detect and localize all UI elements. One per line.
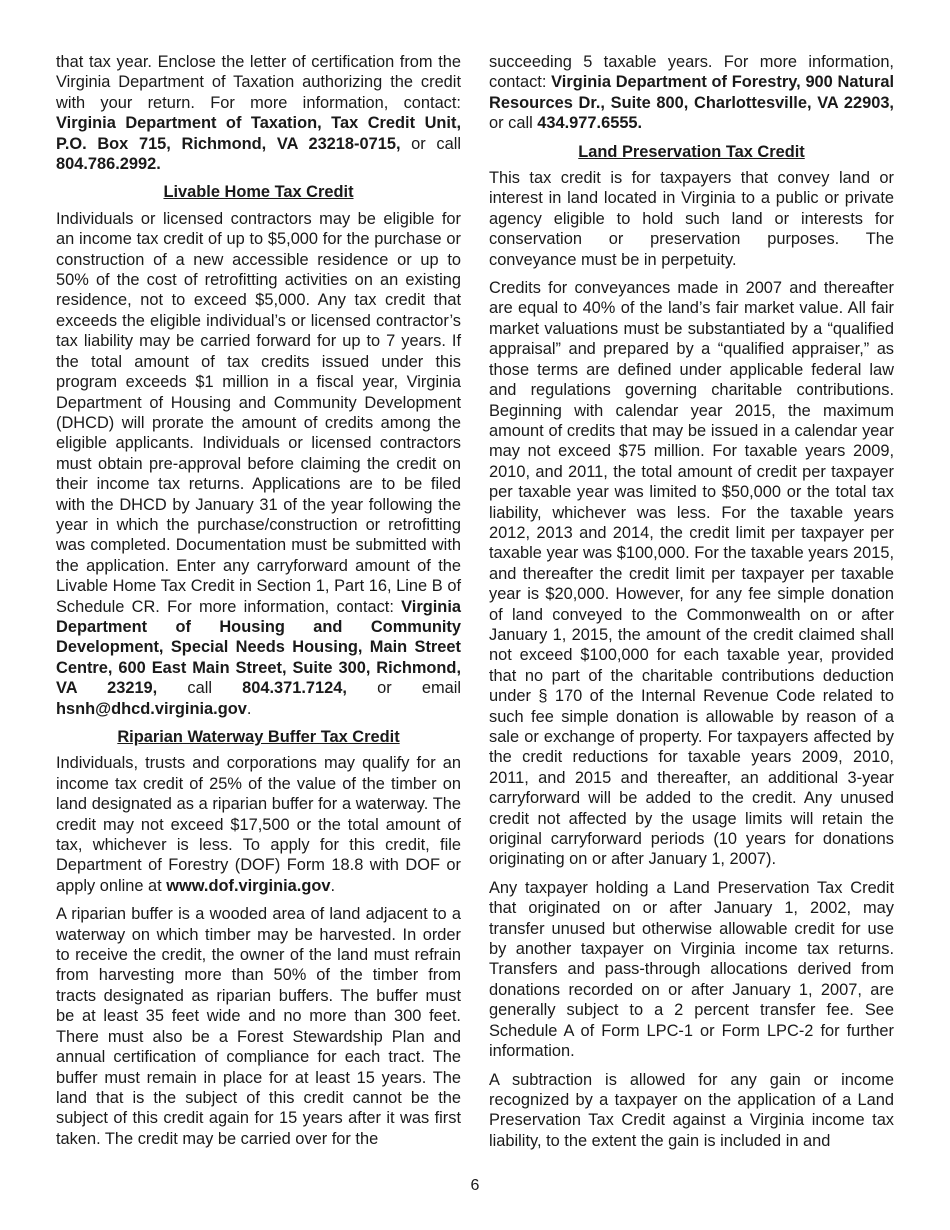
livable-home-paragraph: Individuals or licensed contractors may be eligible for an income tax credit of up to $5,000 for the purchase or construction of a new accessible residence or up to 50% of the cost of retrofitting activities on an existing residence, not to exceed $5,000. Any tax credit that exceeds the eligible individual’s or licensed contractor’s tax liability may be carried forward for up to 7 years. If the total amount of tax credits issued under this program exceeds $1 million in a fiscal year, Virginia Department of Housing and Community Development (DHCD) will prorate the amount of credits among the eligible applicants. Individuals or licensed contractors must obtain pre-approval before claiming the credit on their income tax returns. Applications are to be filed with the DHCD by January 31 of the year following the year in which the purchase/construction or retrofitting was completed. Documentation must be submitted with the application. Enter any carryforward amount of the Livable Home Tax Credit in Section 1, Part 16, Line B of Schedule CR. For more information, contact: Virginia Department of Housing and Community Development, Special Needs Housing, Main Street Centre, 600 East Main Street, Suite 300, Richmond, VA 23219, call 804.371.7124, or email hsnh@dhcd.virginia.gov. [56, 209, 461, 718]
right-column [489, 52, 894, 1159]
riparian-paragraph-2: A riparian buffer is a wooded area of land adjacent to a waterway on which timber may be harvested. In order to receive the credit, the owner of the land must refrain from harvesting more than 50% of the timber from tracts designated as riparian buffers. The buffer must be at least 35 feet wide and no more than 300 feet. There must also be a Forest Stewardship Plan and annual certification of compliance for each tract. The buffer must remain in place for at least 15 years. The land that is the subject of this credit cannot be the subject of this credit again for 15 years after it was first taken. The credit may be carried over for the [56, 905, 461, 1148]
land-preservation-paragraph-3: Any taxpayer holding a Land Preservation Tax Credit that originated on or after January 1, 2002, may transfer unused but otherwise allowable credit for use by another taxpayer on Virginia income tax returns. Transfers and pass-through allocations derived from donations recorded on or after January 1, 2007, are generally subject to a 2 percent transfer fee. See Schedule A of Form LPC-1 or Form LPC-2 for further information. [489, 878, 894, 1061]
dhcd-email: hsnh@dhcd.virginia.gov [56, 699, 247, 718]
livable-home-heading: Livable Home Tax Credit [163, 183, 354, 202]
land-preservation-paragraph-4: A subtraction is allowed for any gain or income recognized by a taxpayer on the application of a Land Preservation Tax Credit against a Virginia income tax liability, to the extent the gain is included in and [489, 1070, 894, 1150]
left-column [56, 52, 461, 1157]
dhcd-phone: 804.371.7124, [242, 679, 347, 698]
dof-url: www.dof.virginia.gov [166, 876, 331, 895]
continuation-paragraph: that tax year. Enclose the letter of certification from the Virginia Department of Taxation authorizing the credit with your return. For more information, contact: Virginia Department of Taxation, Tax Credit Unit, P.O. Box 715, Richmond, VA 23218-0715, or call 804.786.2992. [56, 53, 461, 174]
dhcd-contact: Virginia Department of Housing and Community Development, Special Needs Housing, Main Street Centre, 600 East Main Street, Suite 300, Richmond, VA 23219, [56, 597, 461, 698]
taxation-contact: Virginia Department of Taxation, Tax Credit Unit, P.O. Box 715, Richmond, VA 23218-0715, [56, 114, 461, 153]
land-preservation-paragraph-1: This tax credit is for taxpayers that convey land or interest in land located in Virginia to a public or private agency eligible to hold such land or interests for conservation or preservation purposes. The conveyance must be in perpetuity. [489, 169, 894, 269]
riparian-heading: Riparian Waterway Buffer Tax Credit [117, 728, 400, 746]
land-preservation-heading: Land Preservation Tax Credit [578, 142, 805, 161]
continuation-paragraph-right: succeeding 5 taxable years. For more information, contact: Virginia Department of Forestry, 900 Natural Resources Dr., Suite 800, Charlottesville, VA 22903, or call 434.977.6555. [489, 53, 895, 133]
forestry-contact: Virginia Department of Forestry, 900 Natural Resources Dr., Suite 800, Charlottesville, VA 22903, [489, 73, 895, 112]
land-preservation-paragraph-2: Credits for conveyances made in 2007 and thereafter are equal to 40% of the land’s fair market value. All fair market valuations must be substantiated by a “qualified appraisal” and prepared by a “qualified appraiser,” as those terms are defined under applicable federal law and regulations governing charitable contributions. Beginning with calendar year 2015, the maximum amount of credits that may be issued in a calendar year may not exceed $75 million. For taxable years 2009, 2010, and 2011, the total amount of credit per taxpayer per taxable year was limited to $50,000 or the total tax liability, whichever was less. For the taxable years 2012, 2013 and 2014, the credit limit per taxpayer per taxable year was $100,000. For the taxable years 2015, and thereafter the credit limit per taxpayer per taxable year is $20,000. However, for any fee simple donation of land conveyed to the Commonwealth on or after January 1, 2015, the amount of the credit claimed shall not exceed $100,000 for each taxable year, provided that no part of the charitable contributions deduction under § 170 of the Internal Revenue Code related to such fee simple donation is allowable by reason of a sale or exchange of property. For taxpayers affected by the credit reductions for taxable years 2009, 2010, 2011, and 2015 and thereafter, an additional 3-year carryforward will be added to the credit. Any unused credit not affected by the usage limits will retain the original carryforward periods (10 years for donations originating on or after January 1, 2007). [489, 279, 894, 869]
page-number: 6 [470, 1177, 480, 1194]
forestry-phone: 434.977.6555. [537, 114, 643, 133]
taxation-phone: 804.786.2992. [56, 155, 161, 174]
riparian-paragraph-1: Individuals, trusts and corporations may qualify for an income tax credit of 25% of the value of the timber on land designated as a riparian buffer for a waterway. The credit may not exceed $17,500 or the total amount of tax, whichever is less. To apply for this credit, file Department of Forestry (DOF) Form 18.8 with DOF or apply online at www.dof.virginia.gov. [56, 754, 461, 895]
